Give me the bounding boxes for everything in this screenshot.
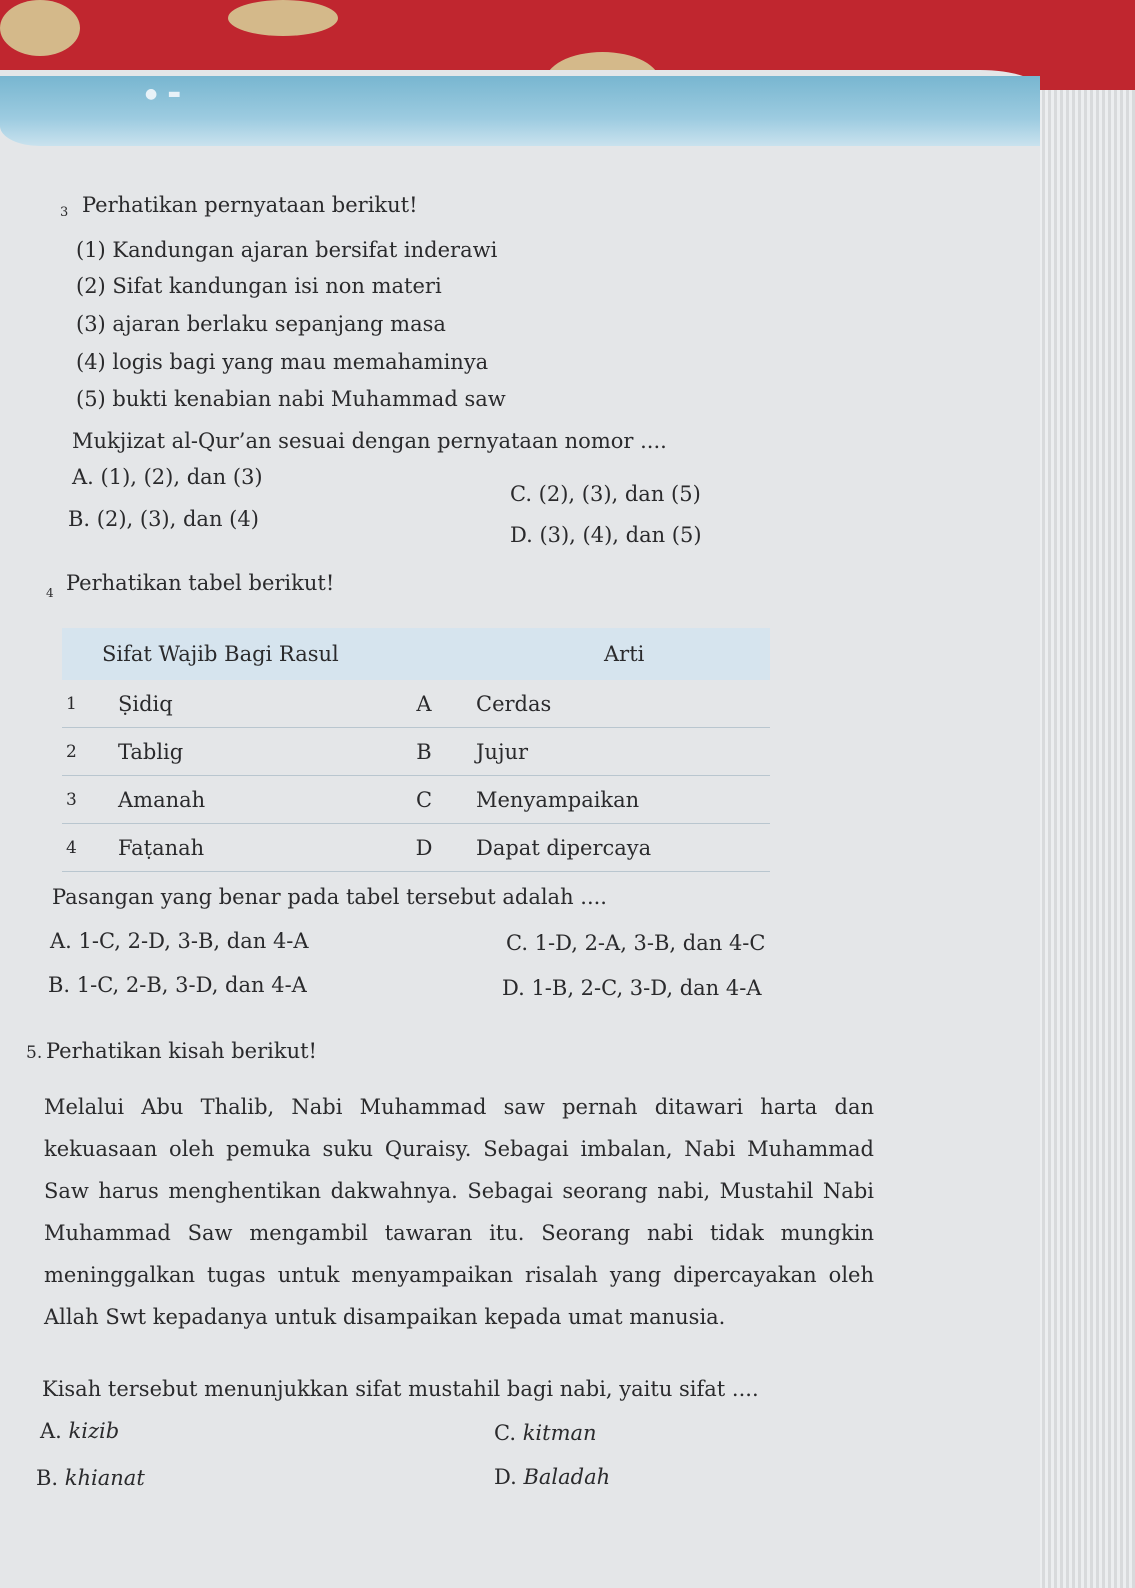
- table-row: [62, 776, 770, 824]
- row-kode: D: [388, 824, 460, 872]
- q4-prompt: Perhatikan tabel berikut!: [66, 571, 335, 595]
- q5-option-c-word: kitman: [522, 1421, 597, 1445]
- row-sifat: Faṭanah: [118, 824, 388, 872]
- q5-option-d-letter: D.: [494, 1465, 517, 1489]
- q5-option-c-letter: C.: [494, 1421, 516, 1445]
- q3-statement-1: (1) Kandungan ajaran bersifat inderawi: [76, 238, 498, 262]
- book-page-edges: [1030, 90, 1135, 1588]
- row-sifat: Amanah: [118, 776, 388, 824]
- q5-option-b-word: khianat: [64, 1466, 145, 1490]
- row-arti: Jujur: [460, 728, 770, 776]
- table-row: [62, 680, 770, 728]
- row-number: 3: [62, 776, 118, 824]
- q5-story: [44, 1086, 874, 1338]
- row-kode: C: [388, 776, 460, 824]
- q5-option-a-word: kizib: [68, 1419, 120, 1443]
- q4-number: 4: [46, 586, 54, 600]
- table-row: [62, 824, 770, 872]
- q3-option-a[interactable]: A. (1), (2), dan (3): [72, 465, 263, 489]
- header-sifat-wajib: Sifat Wajib Bagi Rasul: [62, 628, 388, 680]
- row-sifat: Ṣidiq: [118, 680, 388, 728]
- q3-statement-4: (4) logis bagi yang mau memahaminya: [76, 350, 489, 374]
- q3-statement-3: (3) ajaran berlaku sepanjang masa: [76, 312, 446, 336]
- header-decoration: ● ▬: [145, 86, 184, 102]
- q3-question: Mukjizat al-Qur’an sesuai dengan pernyataan nomor ....: [72, 429, 667, 453]
- table-header-row: [62, 628, 770, 680]
- row-kode: B: [388, 728, 460, 776]
- q5-prompt: Perhatikan kisah berikut!: [46, 1039, 317, 1063]
- cloth-dot-left: [0, 0, 80, 56]
- row-number: 4: [62, 824, 118, 872]
- q5-option-d[interactable]: [494, 1464, 610, 1490]
- cloth-dot-middle: [228, 0, 338, 36]
- q3-statement-5: (5) bukti kenabian nabi Muhammad saw: [76, 387, 506, 411]
- q5-option-c[interactable]: [494, 1420, 597, 1446]
- q4-option-c[interactable]: C. 1-D, 2-A, 3-B, dan 4-C: [506, 931, 766, 955]
- q3-statement-2: (2) Sifat kandungan isi non materi: [76, 274, 442, 298]
- q3-number: 3: [60, 205, 69, 220]
- q5-option-a-letter: A.: [40, 1419, 62, 1443]
- header-arti: Arti: [460, 628, 770, 680]
- q3-option-b[interactable]: B. (2), (3), dan (4): [68, 507, 259, 531]
- q3-option-d[interactable]: D. (3), (4), dan (5): [510, 523, 702, 547]
- q5-option-b-letter: B.: [36, 1466, 59, 1490]
- row-sifat: Tablig: [118, 728, 388, 776]
- row-kode: A: [388, 680, 460, 728]
- q4-question: Pasangan yang benar pada tabel tersebut adalah ....: [52, 885, 607, 909]
- q4-option-b[interactable]: B. 1-C, 2-B, 3-D, dan 4-A: [48, 973, 307, 997]
- table-row: [62, 728, 770, 776]
- row-number: 1: [62, 680, 118, 728]
- q4-option-a[interactable]: A. 1-C, 2-D, 3-B, dan 4-A: [50, 929, 309, 953]
- q3-option-c[interactable]: C. (2), (3), dan (5): [510, 482, 701, 506]
- q5-option-b[interactable]: [36, 1465, 145, 1491]
- row-arti: Cerdas: [460, 680, 770, 728]
- row-arti: Dapat dipercaya: [460, 824, 770, 872]
- row-number: 2: [62, 728, 118, 776]
- q5-option-a[interactable]: [40, 1418, 119, 1444]
- q5-number: 5.: [26, 1043, 43, 1063]
- sifat-wajib-table: [62, 628, 770, 872]
- q3-prompt: Perhatikan pernyataan berikut!: [82, 193, 418, 217]
- q5-question: Kisah tersebut menunjukkan sifat mustahil bagi nabi, yaitu sifat ....: [42, 1377, 759, 1401]
- q5-option-d-word: Baladah: [523, 1465, 611, 1489]
- q4-option-d[interactable]: D. 1-B, 2-C, 3-D, dan 4-A: [502, 976, 762, 1000]
- row-arti: Menyampaikan: [460, 776, 770, 824]
- q5-story-text: Melalui Abu Thalib, Nabi Muhammad saw pernah ditawari harta dan kekuasaan oleh pemuka suku Quraisy. Sebagai imbalan, Nabi Muhammad Saw harus menghentikan dakwahnya. Sebagai seorang nabi, Mustahil Nabi Muhammad Saw mengambil tawaran itu. Seorang nabi tidak mungkin meninggalkan tugas untuk menyampaikan risalah yang dipercayakan oleh Allah Swt kepadanya untuk disampaikan kepada umat manusia.: [44, 1095, 874, 1329]
